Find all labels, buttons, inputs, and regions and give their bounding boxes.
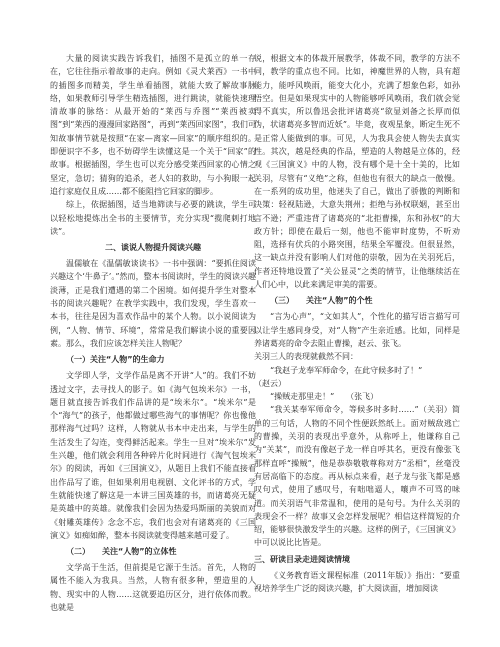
paragraph: 说，根据文本的体裁开展教学，体裁不同，教学的方法不同，教学的重点也不同。比如，神魔世界的人物，具有超能力，能呼风唤雨，能变大化小，充满了想象色彩，如孙悟空。但是如果现实中的人物能够呼风唤雨，我们就会觉得不真实，所以鲁迅会批评诸葛亮“欲显刘备之长厚而似伪，状诸葛亮多智而近妖”。毕竟，夜观星象，断定生死不是正常人能做到的事。可见，人为我具会使人物失去真实性。其次，越是经典的作品，塑造的人物越是立体的，经观《三国演义》中的人物，没有哪个是十全十美的，比如关羽，尽管有“义绝”之称，但他也有很大的缺点一傲慢。在一系列的成功里，他迷失了自己，做出了骄傲的判断和决策：轻视陆逊，大意失荆州；拒绝与孙权联姻，甚至出言不逊；严重违背了诸葛亮的“北拒曹操，东和孙权”的大政方针；即使在最后一刻，他也不能审时度势，不听劝阻，选择有伏兵的小路突围，结果全军覆没。但很显然，这一缺点并没有影响人们对他的崇敬，因为在关羽死后，作者还特地设置了“关公显灵”之类的情节，让他继续活在人们心中，以此来满足审美的需要。 bbox=[254, 54, 460, 290]
paragraph: “我关某奉军师命令，等候多时多时……”（关羽）简单的三句话，人物的不同个性便跃然纸上。面对贼敌逃亡的曹操，关羽的表现出乎意外，从称呼上，他谦称自己为“关某”，而没有像赵子龙一样自呼其名，更没有像张飞那样直呼“操贼”，他是恭恭敬敬尊称对方“丞相”，丝毫没有居高临下的态度。再从标点来看，赵子龙与张飞都是感叹句式，使用了感叹号，有咄咄逼人，嚷声不可骂的味道。而关羽语气非常温和，使用的是句号。为什么关羽的表现会不一样？故事又会怎样发展呢？相信这样简短的介绍，能够很快激发学生的兴趣。这样的例子，《三国演义》中可以说比比皆是。 bbox=[254, 405, 460, 548]
left-column bbox=[50, 52, 256, 614]
paragraph: 温儒敏在《温儒敏谈读书》一书中强调：“要抓住阅读兴趣这个‘牛鼻子’。”然而，整本书阅读时，学生的阅读兴趣淡薄，正是我们遭遇的第二个困境。如何提升学生对整本书的阅读兴趣呢？在教学实践中，我们发现，学生喜欢一本书，往往是因为喜欢作品中的某个人物。以小说阅读为例，“人物、情节、环境”，常常是我们解读小说的重要因素。那么，我们应该怎样关注人物呢？ bbox=[50, 259, 256, 348]
paragraph: 文学即人学，文学作品是离不开讲“人”的。我们不妨透过文字，去寻找人的影子。如《海气包埃米尔》一书，题目就直接告诉我们作品讲的是“埃米尔”。“埃米尔”是个“海气”的孩子，他都做过哪些海气的事情呢？你也像他那样海气过吗？这样，人物就从书本中走出来，与学生的生活发生了勾连，变得鲜活起来。学生一旦对“埃米尔”发生兴趣，他们就会利用各种碎片化时间进行《淘气包埃米尔》的阅读，再如《三国演义》，从题目上我们不能直接看出作品写了谁，但如果利用电视剧、文化评书的方式，学生就能快速了解这是一本讲三国英雄的书，而诸葛亮无疑是英雄中的英雄。就像我们会因为热爱玛斯丽的美貌而对《射雕英雄传》念念不忘，我们也会对有诸葛亮的《三国演义》如痴如醉，整本书阅读就变得越来越可爱了。 bbox=[50, 371, 256, 540]
quote-line: “操贼走那里走！” （张飞） bbox=[270, 392, 379, 402]
paragraph: 关羽三人的表现就截然不同： bbox=[254, 352, 358, 362]
section-heading: 二、谈说人物提升阅读兴趣 bbox=[105, 243, 201, 253]
subsection-heading: （一）关注“人物”的生命力 bbox=[66, 355, 165, 365]
paragraph: 综上，依据插图，适当地筛读与必要的跳读，学生可以轻松地提炼出全书的主要情节，充分实现“揽爬刺打地读”。 bbox=[50, 200, 256, 236]
paragraph: 文学高于生活，但前提是它源于生活。首先，人物的属性不能入为我具。当然，人物有很多种，塑造里的人物、现实中的人物……这就要追历区分，进行依体而教。也就是 bbox=[50, 563, 256, 612]
right-column bbox=[254, 52, 460, 595]
subsection-heading: （三） 关注“人物”的个性 bbox=[270, 296, 373, 306]
paragraph: 大量的阅读实践告诉我们，插图不是孤立的单一存在，它往往指示着故事的走向。例如《灵犬莱西》一书中的插图多而精美，学生单看插图，就能大致了解故事脉络，如果教师引导学生精选插图，进行跳读，就能快速理清故事的脉络：从最开始的“莱西与乔图”“莱西被卖图”到“莱西的漫漫回家路图”，再到“莱西回家图”，我们可知故事情节就是按照“在家—离家—回家”的顺序组织的。即便识字不多，也不妨碍学生读懂这是一个关于“回家”的故事。根据插图，学生也可以充分感受莱西回家的心情之坚定，急切；猜狗的追杀，老人妇的救助，与小狗眼一起追行家庭仅且成……都不能阻挡它回家的脚步。 bbox=[50, 54, 256, 196]
quote-line: “我赵子龙奉军师命令，在此守候多时了！” bbox=[270, 365, 423, 375]
subsection-heading: （二） 关注“人物”的立体性 bbox=[66, 547, 177, 557]
section-heading: 三、研读目录走进阅读情境 bbox=[254, 554, 350, 564]
paragraph: “言为心声”，“文如其人”，个性化的描写语言描写可以让学生感同身受，对“人物”产生亲近感。比如，同样是养诸葛亮的命令去阻止曹操，赵云、张飞。 bbox=[254, 312, 460, 348]
quote-source: （赵云） bbox=[254, 378, 286, 388]
paragraph: 《义务教育语文课程标准（2011年版）》指出：“要重视培养学生广泛的阅读兴趣，扩大阅读面，增加阅读 bbox=[254, 570, 460, 593]
